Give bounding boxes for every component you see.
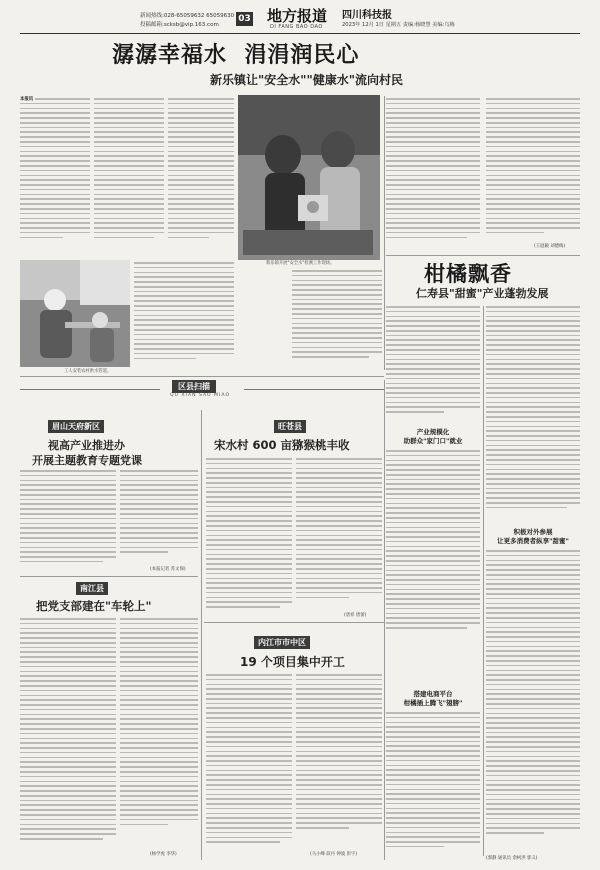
lead-headline: 潺潺幸福水 涓涓润民心 — [112, 42, 360, 68]
orange-text-col2b — [486, 550, 580, 850]
lead-text-col5 — [486, 98, 580, 248]
brief-d-text-col1 — [206, 674, 292, 854]
lead-text-col-mid — [134, 262, 234, 367]
brief-d-area: 内江市市中区 — [254, 636, 310, 649]
brief-c-text-col1 — [20, 618, 116, 854]
orange-text-col1 — [386, 306, 480, 426]
brief-b-text-col2 — [296, 458, 382, 612]
lead-text-col2 — [94, 98, 164, 254]
brief-b-area: 旺苍县 — [274, 420, 306, 433]
orange-byline: (郭静 通讯员 余柯洪 郭义) — [486, 856, 538, 861]
divider — [384, 380, 385, 860]
divider — [386, 255, 580, 256]
brief-a-title2: 开展主题教育专题党课 — [32, 454, 142, 467]
brief-d-byline: (马小峰 段丹 钟波 彭宇) — [310, 852, 358, 857]
orange-subhead-3 — [386, 690, 480, 708]
lead-text-col3 — [168, 98, 234, 254]
brief-c-byline: (杨学虎 李华) — [150, 852, 177, 857]
masthead — [0, 0, 600, 36]
email: 投稿邮箱:scksb@vip.163.com — [140, 22, 219, 28]
brief-c-area: 南江县 — [76, 582, 108, 595]
brief-c-title: 把党支部建在"车轮上" — [36, 599, 152, 613]
orange-text-col1b — [386, 450, 480, 640]
orange-subhead-3b: 柑橘插上腾飞"翅膀" — [403, 699, 463, 707]
orange-subhead-1b: 助群众"家门口"就业 — [403, 437, 463, 445]
section-title: 地方报道 — [267, 7, 328, 25]
photo-water-inspection — [238, 95, 380, 260]
divider — [204, 622, 384, 623]
divider — [483, 306, 484, 856]
brief-banner-rule-left — [20, 389, 160, 390]
brief-b-byline: (唐祥 唐蕾) — [344, 613, 367, 618]
brief-banner-title: 区县扫描 — [172, 380, 216, 393]
orange-subhead-2a: 积极对外参展 — [513, 528, 553, 536]
brief-banner-subtitle: QU XIAN SAO MIAO — [170, 393, 231, 398]
brief-c-text-col2 — [120, 618, 198, 846]
brief-a-text-col1 — [20, 470, 116, 570]
orange-subhead-1a: 产业规模化 — [416, 428, 450, 436]
orange-subhead-1 — [386, 428, 480, 446]
brief-a-byline: (本报记者 苏文保) — [150, 567, 186, 572]
section-subtitle: DI FANG BAO DAO — [270, 24, 323, 30]
orange-headline: 柑橘飘香 — [424, 261, 512, 286]
lead-text-col1 — [20, 98, 90, 254]
orange-text-col1c — [386, 712, 480, 860]
photo-pipe-install — [20, 260, 130, 367]
lead-text-col-mid2 — [292, 270, 382, 366]
orange-subhead-3a: 搭建电商平台 — [413, 690, 453, 698]
brief-a-text-col2 — [120, 470, 198, 566]
lead-text-col4 — [386, 98, 480, 254]
divider — [20, 376, 384, 377]
orange-text-col2 — [486, 306, 580, 526]
brief-a-title1: 视高产业推进办 — [48, 439, 125, 452]
divider — [201, 410, 202, 860]
brief-a-area: 眉山天府新区 — [48, 420, 104, 433]
lead-intro: 本报讯 — [20, 97, 34, 102]
caption-water-inspection: 新乐镇开展"安全水"检测工作现场。 — [266, 261, 335, 266]
date-line: 2023年 12月 1日 星期五 责编:杨晓慧 美编:乌梅 — [342, 22, 455, 28]
masthead-rule — [20, 33, 580, 34]
brief-d-title: 19 个项目集中开工 — [240, 655, 345, 669]
brief-d-text-col2 — [296, 674, 382, 842]
orange-subhead: 仁寿县"甜蜜"产业蓬勃发展 — [416, 287, 549, 300]
hotline: 新闻热线:028-65059632 65059630 — [140, 13, 235, 19]
page-number: 03 — [236, 12, 253, 26]
paper-logo: 四川科技报 — [342, 10, 392, 21]
brief-b-title: 宋水村 600 亩猕猴桃丰收 — [214, 438, 350, 452]
lead-subhead: 新乐镇让"安全水""健康水"流向村民 — [210, 73, 404, 87]
brief-banner-rule-right — [244, 389, 384, 390]
brief-banner — [20, 380, 384, 400]
divider — [20, 576, 198, 577]
caption-pipe-install: 工人安装农村供水管道。 — [64, 369, 112, 374]
divider — [384, 96, 385, 370]
brief-b-text-col1 — [206, 458, 292, 618]
lead-byline: (王庭颖 刘德梅) — [534, 244, 566, 249]
orange-subhead-2b: 让更多消费者纵享"甜蜜" — [497, 537, 569, 545]
orange-subhead-2 — [486, 528, 580, 546]
